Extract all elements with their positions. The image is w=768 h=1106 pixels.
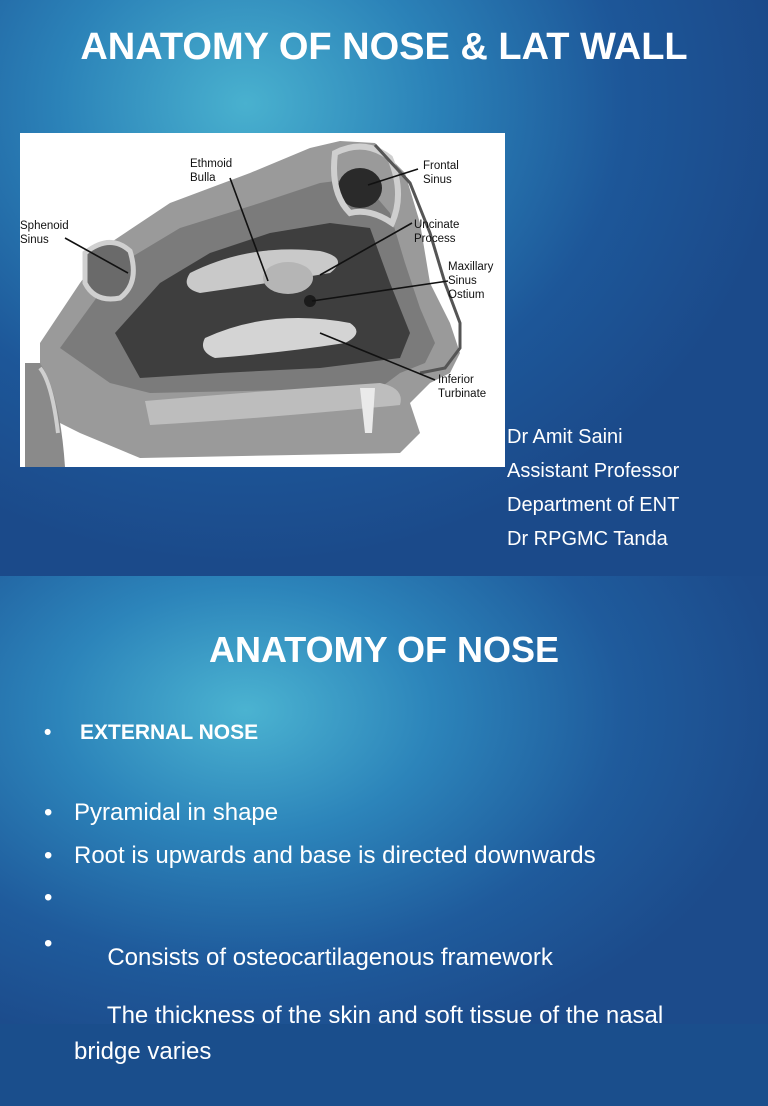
bullet-item: [44, 926, 724, 1106]
label-ethmoid-line2: Bulla: [190, 172, 216, 184]
svg-text:Ostium: [448, 289, 484, 301]
author-name: Dr Amit Saini: [507, 426, 623, 448]
label-maxillary-line3: Ostium: [448, 289, 485, 301]
svg-text:Ethmoid: [190, 158, 232, 170]
label-maxillary-line1: Maxillary: [448, 261, 494, 273]
bullet-dot: •: [44, 842, 53, 869]
bullet-item: [44, 798, 724, 828]
svg-text:Bulla: [190, 172, 216, 184]
subheading-bullet: [44, 721, 680, 745]
label-inferior-line1: Inferior: [438, 374, 474, 386]
label-maxillary-line2: Sinus: [448, 275, 477, 287]
svg-text:Uncinate: [414, 219, 459, 231]
svg-text:Sphenoid: [20, 220, 69, 232]
bullet-text: Consists of osteocartilagenous framework: [100, 944, 553, 971]
label-inferior-line2: Turbinate: [438, 388, 487, 400]
svg-text:Maxillary: [448, 261, 494, 273]
author-credits: [507, 420, 679, 556]
subheading-text: EXTERNAL NOSE: [80, 721, 259, 744]
label-uncinate-line1: Uncinate: [414, 219, 460, 231]
label-frontal-line2: Sinus: [423, 174, 452, 186]
nasal-anatomy-illustration: [20, 133, 505, 467]
svg-text:Inferior: [438, 374, 474, 386]
label-frontal-line1: Frontal: [423, 160, 459, 172]
bullet-text: The thickness of the skin and soft tissue of the nasal bridge varies: [74, 1002, 670, 1065]
slide-2-title: ANATOMY OF NOSE: [208, 629, 560, 670]
bullet-text: Pyramidal in shape: [74, 799, 279, 826]
bullet-item: [44, 841, 724, 871]
svg-text:Process: [414, 233, 456, 245]
slide-1-title: ANATOMY OF NOSE & LAT WALL: [80, 26, 688, 68]
bullet-dot: •: [44, 721, 52, 744]
bullet-text: Root is upwards and base is directed downwards: [74, 842, 596, 869]
author-institution: Dr RPGMC Tanda: [507, 528, 668, 550]
bullet-dot: •: [44, 930, 53, 957]
label-sphenoid-line2: Sinus: [20, 234, 49, 246]
label-ethmoid-line1: Ethmoid: [190, 158, 233, 170]
slide-2: [0, 576, 768, 1065]
svg-text:Sinus: [423, 174, 452, 186]
svg-text:Sinus: [448, 275, 477, 287]
bullet-dot: •: [44, 884, 53, 911]
svg-text:Turbinate: [438, 388, 486, 400]
nasal-lateral-wall-figure: [20, 133, 505, 467]
svg-text:Sinus: [20, 234, 49, 246]
author-position: Assistant Professor: [507, 460, 680, 482]
bullet-dot: •: [44, 799, 53, 826]
author-department: Department of ENT: [507, 494, 680, 516]
label-uncinate-line2: Process: [414, 233, 456, 245]
svg-text:Frontal: [423, 160, 459, 172]
label-sphenoid-line1: Sphenoid: [20, 220, 69, 232]
